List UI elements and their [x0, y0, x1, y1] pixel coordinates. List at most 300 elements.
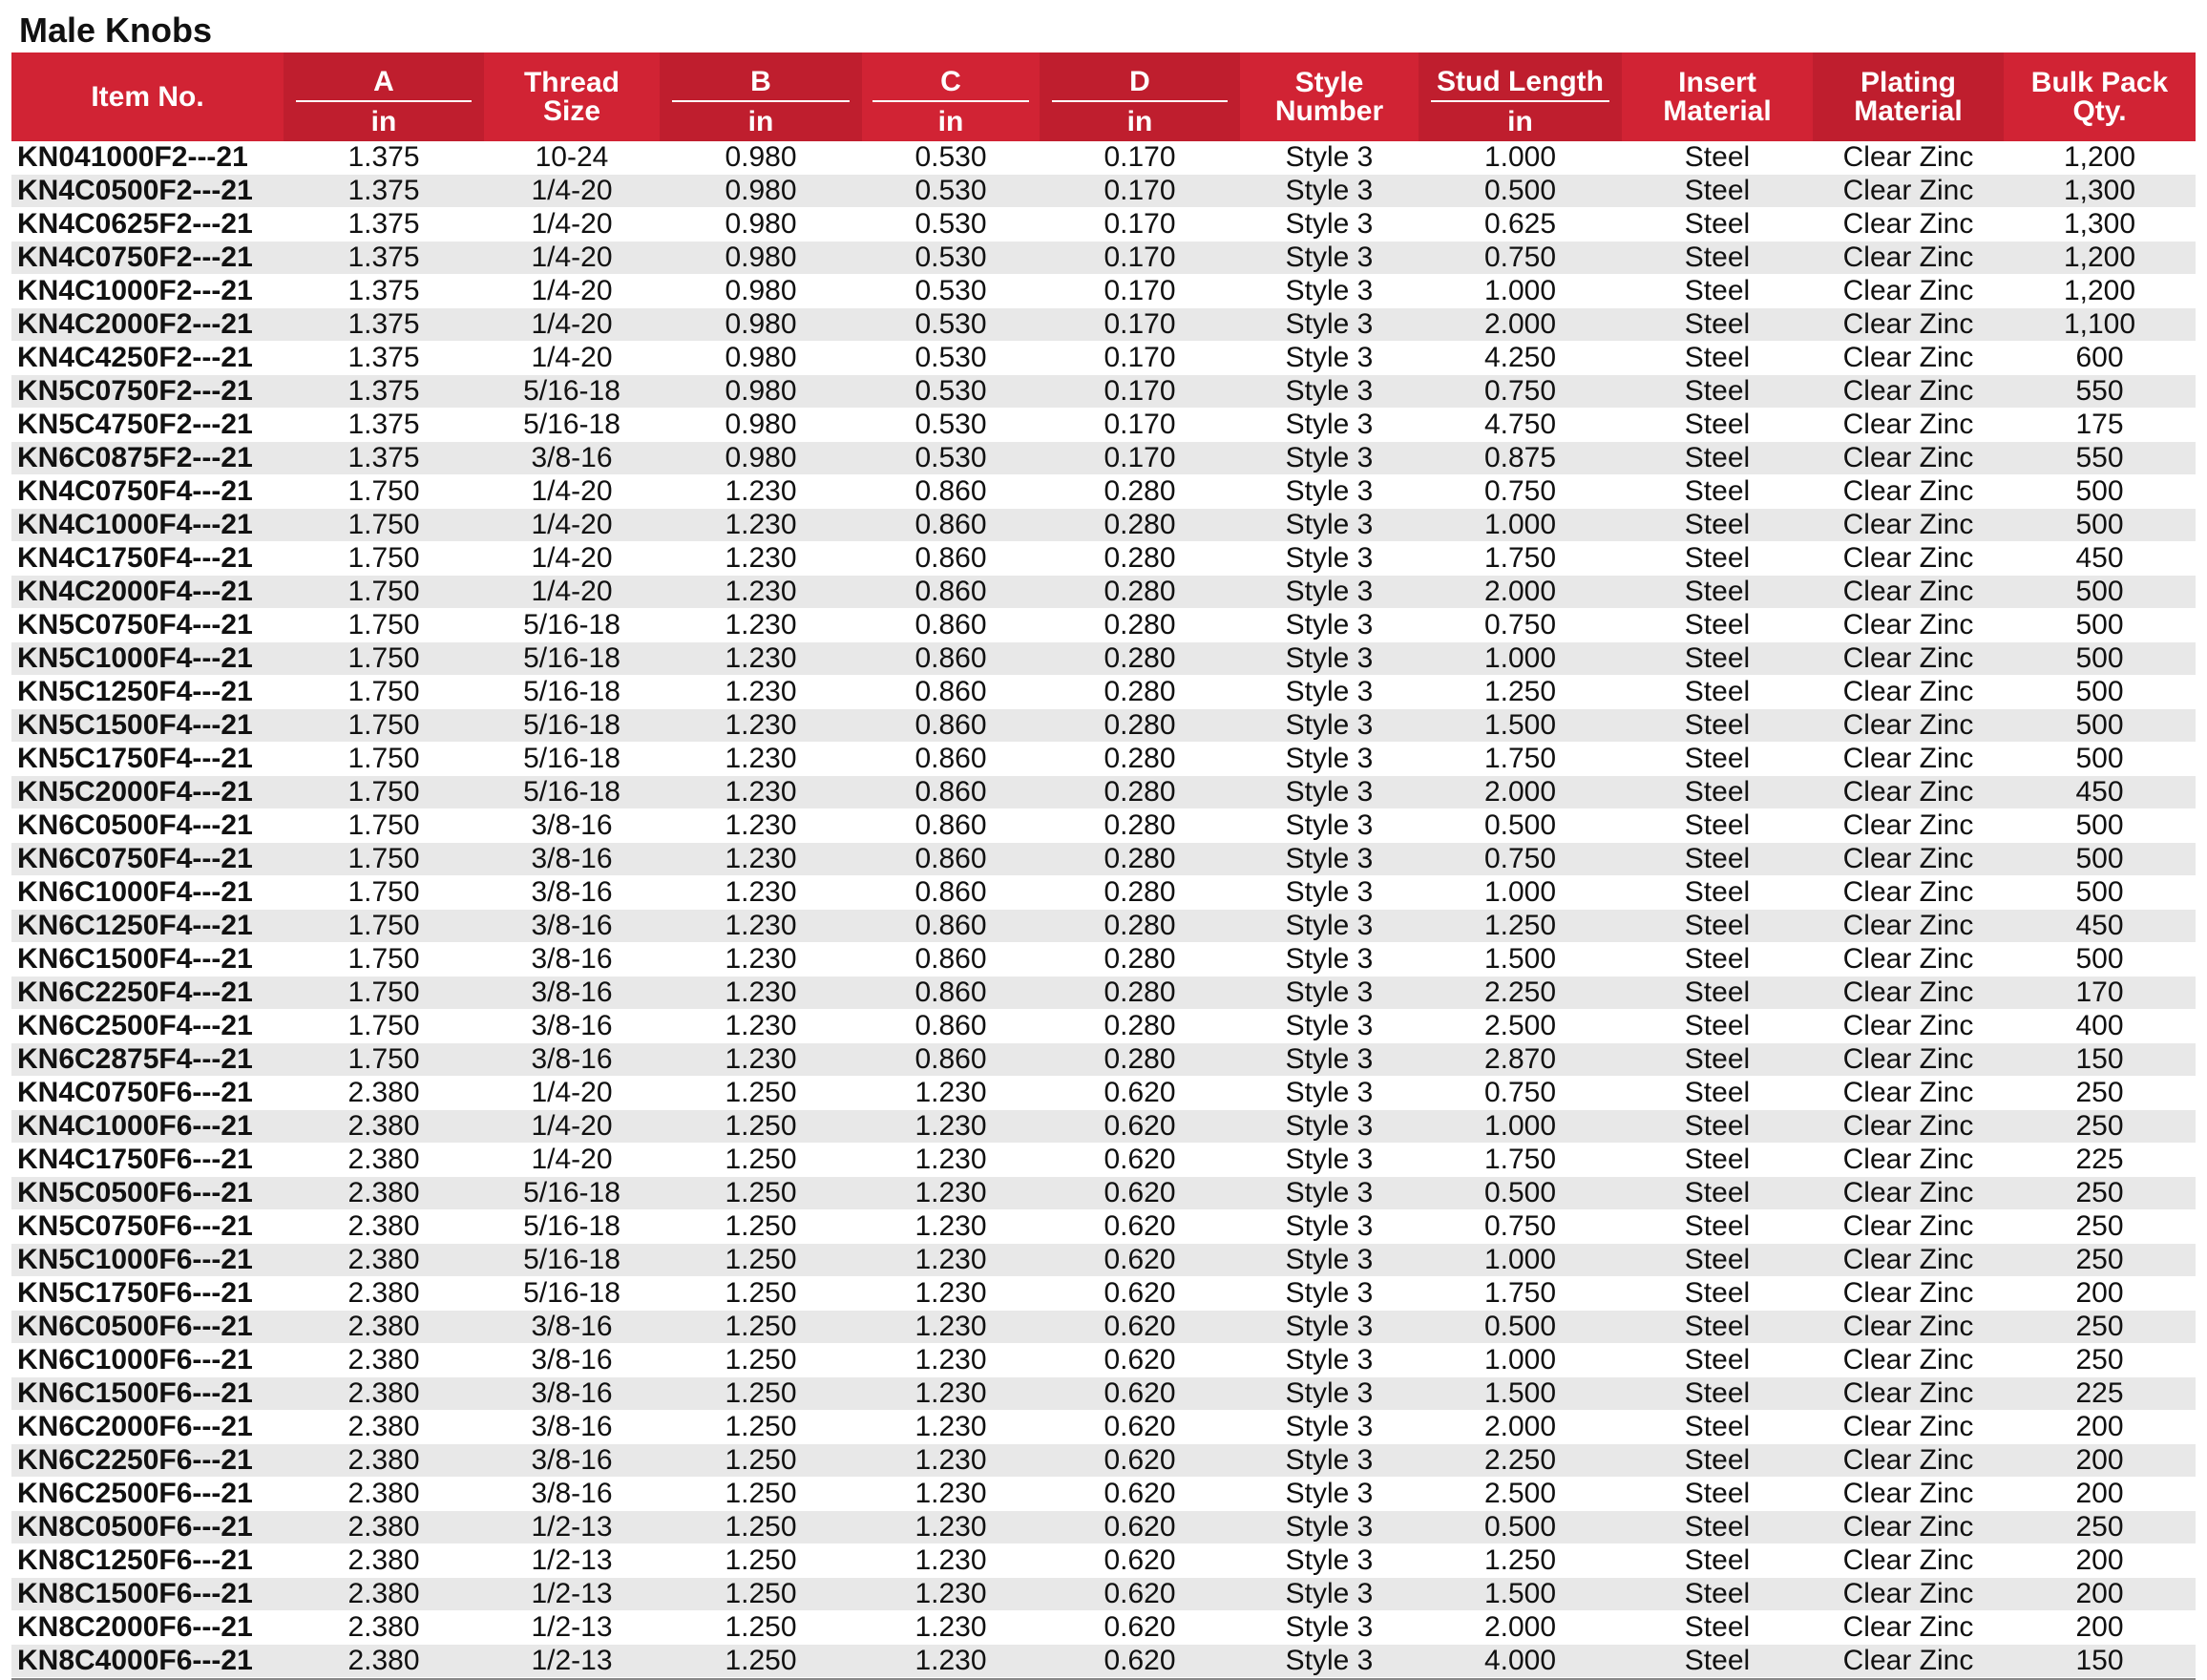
table-cell: 500: [2004, 843, 2196, 876]
table-cell: 250: [2004, 1110, 2196, 1144]
table-cell: 1.750: [284, 642, 484, 676]
table-cell: 0.170: [1040, 308, 1240, 342]
table-cell: 1.750: [284, 609, 484, 642]
table-cell: Steel: [1622, 409, 1813, 442]
table-cell: 5/16-18: [484, 409, 660, 442]
table-cell: 450: [2004, 542, 2196, 576]
table-cell: Steel: [1622, 375, 1813, 409]
table-cell: Style 3: [1240, 509, 1419, 542]
table-cell: Steel: [1622, 1244, 1813, 1277]
table-row: [11, 976, 2196, 1010]
table-cell: 0.860: [862, 943, 1040, 976]
table-cell: Clear Zinc: [1813, 843, 2004, 876]
table-cell: Clear Zinc: [1813, 1344, 2004, 1377]
table-row: [11, 809, 2196, 843]
table-row: [11, 609, 2196, 642]
table-row: [11, 442, 2196, 475]
column-unit-b: in: [660, 102, 862, 141]
column-header-label: D: [1052, 68, 1229, 102]
table-row: [11, 1077, 2196, 1110]
table-cell: Clear Zinc: [1813, 943, 2004, 976]
table-row: [11, 475, 2196, 509]
column-header-label: A: [296, 68, 473, 102]
table-cell: Style 3: [1240, 1110, 1419, 1144]
table-cell: 0.750: [1419, 1210, 1622, 1244]
table-cell: 150: [2004, 1645, 2196, 1678]
table-cell: 500: [2004, 576, 2196, 609]
table-row: [11, 843, 2196, 876]
table-cell: 0.530: [862, 208, 1040, 242]
table-cell: Steel: [1622, 475, 1813, 509]
item-number-cell: KN6C1000F4---21: [11, 876, 284, 910]
table-cell: Clear Zinc: [1813, 1444, 2004, 1478]
table-cell: 1.230: [862, 1578, 1040, 1611]
table-cell: 1.750: [284, 809, 484, 843]
table-cell: 0.620: [1040, 1110, 1240, 1144]
table-cell: 1.230: [660, 776, 862, 809]
table-cell: Steel: [1622, 1210, 1813, 1244]
table-cell: 2.000: [1419, 776, 1622, 809]
table-cell: 3/8-16: [484, 976, 660, 1010]
table-cell: 1,100: [2004, 308, 2196, 342]
table-cell: 1.750: [284, 676, 484, 709]
table-cell: 0.170: [1040, 375, 1240, 409]
table-cell: 5/16-18: [484, 709, 660, 743]
item-number-cell: KN5C0750F4---21: [11, 609, 284, 642]
table-cell: Clear Zinc: [1813, 910, 2004, 943]
table-cell: 250: [2004, 1344, 2196, 1377]
table-cell: 0.860: [862, 542, 1040, 576]
table-cell: Style 3: [1240, 910, 1419, 943]
table-cell: 200: [2004, 1578, 2196, 1611]
table-cell: 1.000: [1419, 509, 1622, 542]
table-cell: 175: [2004, 409, 2196, 442]
table-cell: Style 3: [1240, 542, 1419, 576]
table-cell: 0.620: [1040, 1478, 1240, 1511]
table-cell: Steel: [1622, 1411, 1813, 1444]
table-cell: 1/4-20: [484, 475, 660, 509]
table-cell: Steel: [1622, 542, 1813, 576]
table-cell: 1,300: [2004, 208, 2196, 242]
table-cell: 0.620: [1040, 1277, 1240, 1311]
table-cell: 1.230: [660, 943, 862, 976]
table-row: [11, 1511, 2196, 1544]
table-cell: 0.860: [862, 709, 1040, 743]
table-cell: 0.170: [1040, 208, 1240, 242]
table-cell: 1.500: [1419, 943, 1622, 976]
table-cell: 2.380: [284, 1511, 484, 1544]
item-number-cell: KN4C0625F2---21: [11, 208, 284, 242]
table-cell: 0.860: [862, 576, 1040, 609]
table-cell: 1.250: [660, 1344, 862, 1377]
table-cell: 2.380: [284, 1077, 484, 1110]
table-cell: 0.530: [862, 375, 1040, 409]
table-cell: 1/4-20: [484, 308, 660, 342]
item-number-cell: KN5C0750F6---21: [11, 1210, 284, 1244]
table-cell: Style 3: [1240, 809, 1419, 843]
table-cell: Clear Zinc: [1813, 676, 2004, 709]
column-header-item-no: [11, 52, 284, 141]
table-cell: 0.280: [1040, 910, 1240, 943]
table-cell: Clear Zinc: [1813, 1144, 2004, 1177]
table-cell: 2.250: [1419, 1444, 1622, 1478]
item-number-cell: KN4C1750F6---21: [11, 1144, 284, 1177]
table-cell: 200: [2004, 1611, 2196, 1645]
table-row: [11, 141, 2196, 175]
table-cell: Clear Zinc: [1813, 475, 2004, 509]
table-cell: 1.000: [1419, 1344, 1622, 1377]
item-number-cell: KN6C0500F6---21: [11, 1311, 284, 1344]
table-cell: 400: [2004, 1010, 2196, 1043]
table-cell: Style 3: [1240, 1043, 1419, 1077]
table-cell: 1.375: [284, 242, 484, 275]
table-cell: Steel: [1622, 776, 1813, 809]
table-cell: 2.500: [1419, 1010, 1622, 1043]
column-header-c: [862, 52, 1040, 102]
table-cell: 0.860: [862, 509, 1040, 542]
table-cell: 1.230: [660, 676, 862, 709]
table-cell: 500: [2004, 475, 2196, 509]
table-cell: Steel: [1622, 1578, 1813, 1611]
table-cell: 0.750: [1419, 1077, 1622, 1110]
table-cell: 1.250: [1419, 1544, 1622, 1578]
item-number-cell: KN6C1500F4---21: [11, 943, 284, 976]
table-cell: 0.280: [1040, 709, 1240, 743]
table-row: [11, 642, 2196, 676]
table-cell: 1.230: [660, 876, 862, 910]
item-number-cell: KN5C1500F4---21: [11, 709, 284, 743]
table-cell: 500: [2004, 709, 2196, 743]
table-cell: 1,300: [2004, 175, 2196, 208]
table-cell: 4.750: [1419, 409, 1622, 442]
table-cell: 1.375: [284, 308, 484, 342]
table-row: [11, 1344, 2196, 1377]
table-cell: 0.170: [1040, 275, 1240, 308]
table-cell: 0.980: [660, 242, 862, 275]
item-number-cell: KN5C1750F6---21: [11, 1277, 284, 1311]
table-cell: Steel: [1622, 141, 1813, 175]
table-cell: 0.500: [1419, 1177, 1622, 1210]
column-unit-stud-length: in: [1419, 102, 1622, 141]
table-row: [11, 1177, 2196, 1210]
column-header-label: Style Number: [1274, 66, 1384, 127]
table-cell: Clear Zinc: [1813, 442, 2004, 475]
table-row: [11, 509, 2196, 542]
table-cell: 1/2-13: [484, 1645, 660, 1678]
page-title: Male Knobs: [19, 10, 213, 50]
table-cell: 0.620: [1040, 1210, 1240, 1244]
table-cell: 0.980: [660, 342, 862, 375]
table-cell: 0.980: [660, 275, 862, 308]
table-cell: 0.620: [1040, 1244, 1240, 1277]
table-cell: 500: [2004, 609, 2196, 642]
table-cell: Clear Zinc: [1813, 1578, 2004, 1611]
table-cell: 1.230: [862, 1444, 1040, 1478]
table-cell: 0.620: [1040, 1177, 1240, 1210]
table-row: [11, 1110, 2196, 1144]
table-cell: 1.230: [862, 1645, 1040, 1678]
table-cell: 1.230: [660, 576, 862, 609]
table-cell: 1.230: [660, 475, 862, 509]
table-cell: 1.250: [660, 1544, 862, 1578]
table-cell: 0.860: [862, 976, 1040, 1010]
table-row: [11, 542, 2196, 576]
table-cell: 1.750: [284, 910, 484, 943]
table-cell: 0.750: [1419, 242, 1622, 275]
column-header-stud-length: [1419, 52, 1622, 102]
header-row: [11, 52, 2196, 102]
table-cell: Steel: [1622, 208, 1813, 242]
table-cell: Clear Zinc: [1813, 1377, 2004, 1411]
table-cell: 250: [2004, 1177, 2196, 1210]
table-cell: 0.750: [1419, 843, 1622, 876]
item-number-cell: KN6C2250F4---21: [11, 976, 284, 1010]
item-number-cell: KN6C2500F6---21: [11, 1478, 284, 1511]
table-cell: 0.980: [660, 175, 862, 208]
table-cell: Clear Zinc: [1813, 175, 2004, 208]
table-cell: Style 3: [1240, 1544, 1419, 1578]
table-cell: 2.500: [1419, 1478, 1622, 1511]
table-cell: 0.860: [862, 876, 1040, 910]
table-cell: 1.000: [1419, 1110, 1622, 1144]
table-row: [11, 1544, 2196, 1578]
item-number-cell: KN6C2875F4---21: [11, 1043, 284, 1077]
table-cell: 5/16-18: [484, 1210, 660, 1244]
table-cell: 2.380: [284, 1177, 484, 1210]
table-cell: 0.530: [862, 308, 1040, 342]
table-cell: 1.750: [284, 542, 484, 576]
item-number-cell: KN6C0750F4---21: [11, 843, 284, 876]
table-cell: 1,200: [2004, 275, 2196, 308]
table-cell: 2.380: [284, 1210, 484, 1244]
table-cell: 500: [2004, 943, 2196, 976]
table-cell: Steel: [1622, 576, 1813, 609]
table-cell: 1.000: [1419, 876, 1622, 910]
table-cell: 3/8-16: [484, 943, 660, 976]
table-cell: Style 3: [1240, 475, 1419, 509]
table-cell: 1.230: [660, 709, 862, 743]
table-cell: 0.500: [1419, 809, 1622, 843]
table-cell: Steel: [1622, 1377, 1813, 1411]
table-cell: 1.750: [284, 776, 484, 809]
table-row: [11, 676, 2196, 709]
table-cell: 0.980: [660, 208, 862, 242]
table-cell: Clear Zinc: [1813, 275, 2004, 308]
table-cell: 1.230: [660, 910, 862, 943]
table-cell: 0.860: [862, 609, 1040, 642]
table-cell: 0.170: [1040, 242, 1240, 275]
table-cell: 1.500: [1419, 709, 1622, 743]
item-number-cell: KN8C0500F6---21: [11, 1511, 284, 1544]
item-number-cell: KN5C4750F2---21: [11, 409, 284, 442]
item-number-cell: KN5C1750F4---21: [11, 743, 284, 776]
table-cell: 0.980: [660, 141, 862, 175]
table-cell: Clear Zinc: [1813, 876, 2004, 910]
table-cell: 1.250: [660, 1478, 862, 1511]
table-cell: 1.375: [284, 175, 484, 208]
table-cell: 1.250: [660, 1511, 862, 1544]
table-cell: 2.380: [284, 1377, 484, 1411]
table-cell: Style 3: [1240, 208, 1419, 242]
table-cell: 1/4-20: [484, 1144, 660, 1177]
table-cell: 1.250: [1419, 676, 1622, 709]
table-cell: 0.500: [1419, 1311, 1622, 1344]
table-cell: Clear Zinc: [1813, 776, 2004, 809]
table-cell: 3/8-16: [484, 1444, 660, 1478]
table-cell: 1.750: [1419, 1277, 1622, 1311]
table-cell: 1/2-13: [484, 1611, 660, 1645]
column-header-label: Insert Material: [1663, 66, 1772, 127]
table-cell: Steel: [1622, 743, 1813, 776]
table-cell: 3/8-16: [484, 1344, 660, 1377]
table-cell: 3/8-16: [484, 1311, 660, 1344]
item-number-cell: KN4C1750F4---21: [11, 542, 284, 576]
table-body: [11, 141, 2196, 1678]
table-cell: 1.750: [1419, 743, 1622, 776]
table-row: [11, 1043, 2196, 1077]
table-cell: Clear Zinc: [1813, 1478, 2004, 1511]
table-cell: 1.500: [1419, 1578, 1622, 1611]
table-cell: 1.230: [862, 1077, 1040, 1110]
table-row: [11, 576, 2196, 609]
table-cell: 200: [2004, 1444, 2196, 1478]
table-cell: Style 3: [1240, 1144, 1419, 1177]
item-number-cell: KN041000F2---21: [11, 141, 284, 175]
table-cell: Steel: [1622, 943, 1813, 976]
item-number-cell: KN4C1000F6---21: [11, 1110, 284, 1144]
table-row: [11, 876, 2196, 910]
table-cell: 1.750: [284, 509, 484, 542]
table-cell: 2.380: [284, 1478, 484, 1511]
table-cell: 1.250: [660, 1311, 862, 1344]
table-cell: 250: [2004, 1511, 2196, 1544]
table-cell: 0.280: [1040, 642, 1240, 676]
table-cell: Steel: [1622, 308, 1813, 342]
table-row: [11, 242, 2196, 275]
table-cell: 0.170: [1040, 409, 1240, 442]
table-cell: 0.860: [862, 642, 1040, 676]
table-cell: 250: [2004, 1311, 2196, 1344]
table-cell: Steel: [1622, 1177, 1813, 1210]
table-cell: Style 3: [1240, 1344, 1419, 1377]
table-cell: 1.230: [660, 976, 862, 1010]
table-cell: Clear Zinc: [1813, 1077, 2004, 1110]
table-cell: 0.980: [660, 409, 862, 442]
table-cell: Clear Zinc: [1813, 1244, 2004, 1277]
table-cell: 5/16-18: [484, 1277, 660, 1311]
table-cell: 1.250: [660, 1611, 862, 1645]
table-cell: Steel: [1622, 1478, 1813, 1511]
table-cell: 1/4-20: [484, 342, 660, 375]
table-cell: 3/8-16: [484, 809, 660, 843]
table-cell: Clear Zinc: [1813, 1210, 2004, 1244]
table-cell: 3/8-16: [484, 1478, 660, 1511]
table-cell: Style 3: [1240, 1311, 1419, 1344]
column-header-bulk-pack-qty: [2004, 52, 2196, 141]
table-cell: Steel: [1622, 1144, 1813, 1177]
table-cell: 0.620: [1040, 1578, 1240, 1611]
table-row: [11, 910, 2196, 943]
table-cell: 1.250: [660, 1377, 862, 1411]
table-cell: Style 3: [1240, 242, 1419, 275]
table-cell: Steel: [1622, 843, 1813, 876]
table-cell: 2.000: [1419, 1611, 1622, 1645]
table-cell: Style 3: [1240, 1611, 1419, 1645]
table-cell: 2.000: [1419, 1411, 1622, 1444]
item-number-cell: KN5C2000F4---21: [11, 776, 284, 809]
column-header-style-number: [1240, 52, 1419, 141]
table-cell: 2.000: [1419, 308, 1622, 342]
table-cell: 450: [2004, 910, 2196, 943]
table-cell: 0.500: [1419, 1511, 1622, 1544]
table-cell: 500: [2004, 642, 2196, 676]
table-cell: 0.750: [1419, 475, 1622, 509]
table-cell: 2.380: [284, 1144, 484, 1177]
table-cell: 1/4-20: [484, 208, 660, 242]
table-cell: 2.380: [284, 1311, 484, 1344]
table-cell: 3/8-16: [484, 1043, 660, 1077]
item-number-cell: KN4C1000F2---21: [11, 275, 284, 308]
table-cell: Style 3: [1240, 1411, 1419, 1444]
table-cell: 200: [2004, 1478, 2196, 1511]
table-cell: 1.000: [1419, 642, 1622, 676]
item-number-cell: KN4C1000F4---21: [11, 509, 284, 542]
table-cell: 1.230: [862, 1377, 1040, 1411]
table-cell: 3/8-16: [484, 1377, 660, 1411]
item-number-cell: KN4C2000F4---21: [11, 576, 284, 609]
table-cell: Clear Zinc: [1813, 609, 2004, 642]
table-cell: 4.250: [1419, 342, 1622, 375]
table-row: [11, 1444, 2196, 1478]
table-cell: Clear Zinc: [1813, 1544, 2004, 1578]
table-cell: 0.620: [1040, 1377, 1240, 1411]
table-cell: 1.230: [660, 1010, 862, 1043]
table-cell: 0.620: [1040, 1077, 1240, 1110]
table-cell: 0.530: [862, 342, 1040, 375]
table-cell: Style 3: [1240, 1511, 1419, 1544]
table-cell: Clear Zinc: [1813, 542, 2004, 576]
table-cell: Steel: [1622, 442, 1813, 475]
table-cell: 5/16-18: [484, 1244, 660, 1277]
table-cell: 1/4-20: [484, 542, 660, 576]
table-cell: Steel: [1622, 1010, 1813, 1043]
table-cell: 1.230: [862, 1311, 1040, 1344]
item-number-cell: KN6C2250F6---21: [11, 1444, 284, 1478]
table-cell: 1.230: [660, 609, 862, 642]
table-cell: 1.230: [660, 809, 862, 843]
table-cell: 0.860: [862, 743, 1040, 776]
table-cell: 1.230: [862, 1277, 1040, 1311]
table-cell: Style 3: [1240, 676, 1419, 709]
table-cell: Clear Zinc: [1813, 1411, 2004, 1444]
table-cell: 0.860: [862, 809, 1040, 843]
column-unit-c: in: [862, 102, 1040, 141]
table-cell: 1.250: [660, 1277, 862, 1311]
item-number-cell: KN8C4000F6---21: [11, 1645, 284, 1678]
table-cell: 0.280: [1040, 876, 1240, 910]
column-header-label: Bulk Pack Qty.: [2030, 66, 2169, 127]
table-cell: 1.230: [862, 1611, 1040, 1645]
table-cell: Style 3: [1240, 1010, 1419, 1043]
table-row: [11, 175, 2196, 208]
table-cell: 0.170: [1040, 442, 1240, 475]
table-cell: 500: [2004, 809, 2196, 843]
table-row: [11, 342, 2196, 375]
table-cell: 2.380: [284, 1411, 484, 1444]
table-cell: Steel: [1622, 1043, 1813, 1077]
table-cell: 1.375: [284, 208, 484, 242]
table-header: [11, 52, 2196, 141]
